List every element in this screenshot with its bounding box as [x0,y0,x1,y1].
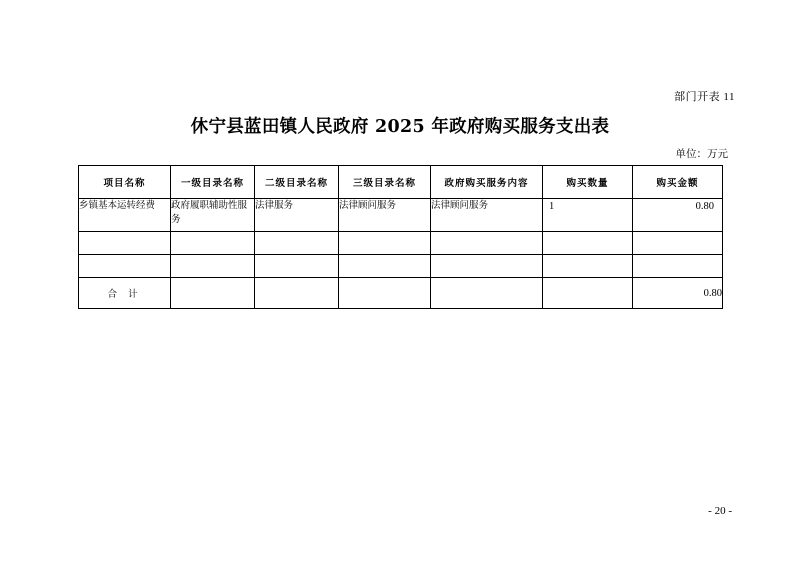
column-header-project: 项目名称 [79,166,171,199]
cell-amount [633,232,723,255]
cell-total-label: 合 计 [79,278,171,309]
cell-quantity: 1 [543,199,633,232]
column-header-level2: 二级目录名称 [255,166,339,199]
form-number-label: 部门开表 11 [674,91,735,103]
cell-total-quantity [543,278,633,309]
cell-quantity [543,232,633,255]
column-header-level3: 三级目录名称 [339,166,431,199]
column-header-level1: 一级目录名称 [171,166,255,199]
column-header-content: 政府购买服务内容 [431,166,543,199]
column-header-amount: 购买金额 [633,166,723,199]
cell-total-level1 [171,278,255,309]
cell-level2: 法律服务 [255,199,339,232]
cell-level1: 政府履职辅助性服务 [171,199,255,232]
cell-project [79,255,171,278]
cell-total-level3 [339,278,431,309]
cell-content [431,255,543,278]
cell-level2 [255,232,339,255]
table-total-row [79,278,723,309]
table-row [79,199,723,232]
cell-level1 [171,255,255,278]
table-header-row [79,166,723,199]
cell-content: 法律顾问服务 [431,199,543,232]
cell-content [431,232,543,255]
page-number: - 20 - [708,505,732,517]
cell-amount [633,255,723,278]
table-row [79,255,723,278]
cell-level3 [339,255,431,278]
cell-project: 乡镇基本运转经费 [79,199,171,232]
column-header-quantity: 购买数量 [543,166,633,199]
purchase-service-table [78,165,723,309]
cell-amount: 0.80 [633,199,723,232]
table-row [79,232,723,255]
cell-level3: 法律顾问服务 [339,199,431,232]
cell-quantity [543,255,633,278]
cell-level1 [171,232,255,255]
cell-level3 [339,232,431,255]
page-title: 休宁县蓝田镇人民政府 2025 年政府购买服务支出表 [190,117,610,137]
cell-project [79,232,171,255]
cell-level2 [255,255,339,278]
cell-total-amount: 0.80 [633,278,723,309]
cell-total-level2 [255,278,339,309]
unit-label: 单位：万元 [675,148,728,160]
cell-total-content [431,278,543,309]
